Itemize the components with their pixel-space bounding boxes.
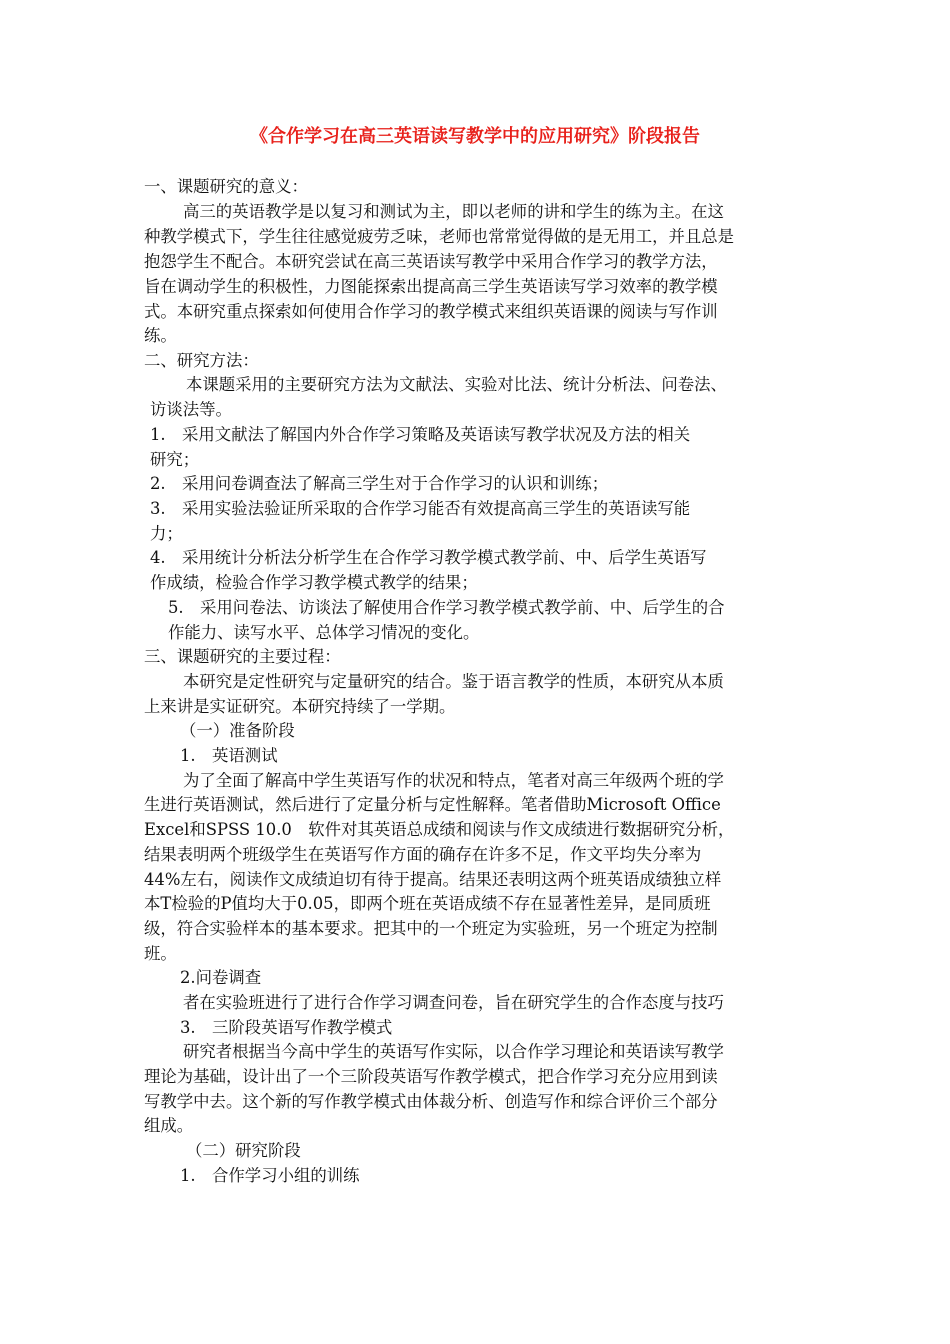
text-line: 三、课题研究的主要过程：	[144, 647, 341, 666]
text-line: 二、研究方法：	[144, 351, 259, 370]
text-line: 一、课题研究的意义：	[144, 177, 308, 196]
text-line: 研究；	[150, 450, 200, 469]
text-line: 理论为基础，设计出了一个三阶段英语写作教学模式，把合作学习充分应用到读	[144, 1067, 718, 1086]
text-line: 1. 合作学习小组的训练	[180, 1166, 360, 1185]
text-line: 高三的英语教学是以复习和测试为主，即以老师的讲和学生的练为主。在这	[183, 202, 724, 221]
text-line: 44%左右，阅读作文成绩迫切有待于提高。结果还表明这两个班英语成绩独立样	[144, 870, 722, 889]
text-line: 为了全面了解高中学生英语写作的状况和特点，笔者对高三年级两个班的学	[183, 771, 724, 790]
text-line: Excel和SPSS 10.0 软件对其英语总成绩和阅读与作文成绩进行数据研究分析，	[144, 820, 735, 839]
text-line: 2. 采用问卷调查法了解高三学生对于合作学习的认识和训练；	[150, 474, 609, 493]
text-line: 1. 英语测试	[180, 746, 278, 765]
text-line: 写教学中去。这个新的写作教学模式由体裁分析、创造写作和综合评价三个部分	[144, 1092, 718, 1111]
text-line: 1. 采用文献法了解国内外合作学习策略及英语读写教学状况及方法的相关	[150, 425, 691, 444]
text-line: 2.问卷调查	[180, 968, 262, 987]
text-line: 上来讲是实证研究。本研究持续了一学期。	[144, 697, 456, 716]
document-title: 《合作学习在高三英语读写教学中的应用研究》阶段报告	[250, 126, 700, 147]
text-line: 本研究是定性研究与定量研究的结合。鉴于语言教学的性质，本研究从本质	[183, 672, 724, 691]
text-line: 旨在调动学生的积极性，力图能探索出提高高三学生英语读写学习效率的教学模	[144, 277, 718, 296]
text-line: 访谈法等。	[150, 400, 232, 419]
text-line: 本课题采用的主要研究方法为文献法、实验对比法、统计分析法、问卷法、	[186, 375, 727, 394]
text-line: 研究者根据当今高中学生的英语写作实际，以合作学习理论和英语读写教学	[183, 1042, 724, 1061]
text-line: 结果表明两个班级学生在英语写作方面的确存在许多不足，作文平均失分率为	[144, 845, 702, 864]
text-line: （二）研究阶段	[186, 1141, 301, 1160]
text-line: 组成。	[144, 1116, 194, 1135]
text-line: 生进行英语测试，然后进行了定量分析与定性解释。笔者借助Microsoft Office	[144, 795, 721, 814]
text-line: 种教学模式下，学生往往感觉疲劳乏味，老师也常常觉得做的是无用工，并且总是	[144, 227, 735, 246]
text-line: 力；	[150, 524, 183, 543]
text-line: 练。	[144, 326, 177, 345]
text-line: 本T检验的P值均大于0.05，即两个班在英语成绩不存在显著性差异，是同质班	[144, 894, 711, 913]
text-line: 抱怨学生不配合。本研究尝试在高三英语读写教学中采用合作学习的教学方法，	[144, 252, 718, 271]
text-line: 作成绩，检验合作学习教学模式教学的结果；	[150, 573, 478, 592]
text-line: 班。	[144, 944, 177, 963]
text-line: （一）准备阶段	[180, 721, 295, 740]
text-line: 5. 采用问卷法、访谈法了解使用合作学习教学模式教学前、中、后学生的合	[168, 598, 725, 617]
text-line: 3. 三阶段英语写作教学模式	[180, 1018, 393, 1037]
text-line: 4. 采用统计分析法分析学生在合作学习教学模式教学前、中、后学生英语写	[150, 548, 707, 567]
text-line: 级，符合实验样本的基本要求。把其中的一个班定为实验班，另一个班定为控制	[144, 919, 718, 938]
text-line: 者在实验班进行了进行合作学习调查问卷，旨在研究学生的合作态度与技巧	[183, 993, 724, 1012]
text-line: 3. 采用实验法验证所采取的合作学习能否有效提高高三学生的英语读写能	[150, 499, 691, 518]
text-line: 作能力、读写水平、总体学习情况的变化。	[168, 623, 480, 642]
text-line: 式。本研究重点探索如何使用合作学习的教学模式来组织英语课的阅读与写作训	[144, 302, 718, 321]
